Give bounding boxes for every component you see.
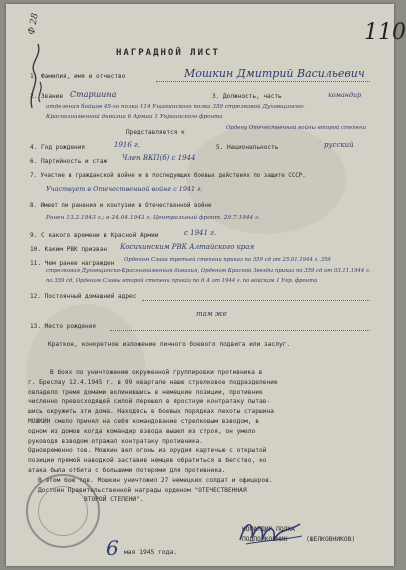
commander-name: (ШЕЛКОВНИКОВ) — [306, 536, 356, 543]
field-value-birthplace: там же — [196, 310, 227, 318]
field-value-birth-year: 1916 г. — [114, 141, 140, 149]
awards-continuation: по 359 сд, Орденом Славы второй степени приказ по 6 А от 1944 г. по войскам 1 Укр. фронта — [46, 278, 318, 284]
narrative-line: ВТОРОЙ СТЕПЕНИ". — [84, 496, 144, 504]
field-label-name: 1. Фамилия, имя и отчество — [30, 73, 126, 80]
field-label-address: 12. Постоянный домашний адрес — [30, 293, 137, 300]
commander-title: КОМАНДИР ПОЛКА — [242, 526, 296, 533]
field-value-draft-office: Косихинским РВК Алтайского края — [120, 243, 255, 251]
narrative-line: одном из домов когда командир взвода вышел из строя, он умело — [28, 427, 256, 435]
awards-continuation: стрелковая Духовщинско-Краснознаменная дивизия, Орденом Красной Звезды приказ по 359 сд от 03.11.1944 г. — [46, 268, 371, 274]
document-title: НАГРАДНОЙ ЛИСТ — [116, 48, 220, 58]
narrative-line: Достоин Правительственной награды орденом "ОТЕЧЕСТВЕННАЯ — [38, 486, 247, 494]
signature-icon — [236, 510, 306, 550]
field-label-army-since: 9. С какого времени в Красной Армии — [30, 232, 159, 239]
narrative-line: руководя взводом отражал контратаку противника. — [28, 437, 204, 445]
field-label-party: 6. Партийность и стаж — [30, 158, 108, 165]
field-value-position: командир — [328, 91, 362, 99]
field-label-position: 3. Должность, часть — [212, 93, 282, 100]
field-label-presented: Представляется к — [126, 129, 185, 136]
sheet-number: 110 — [364, 20, 406, 45]
narrative-line: Одновременно тов. Мошкин вел огонь из орудия картечью с открытой — [28, 447, 267, 455]
field-label-nationality: 5. Национальность — [216, 144, 279, 151]
field-label-awards: 11. Чем ранее награжден — [30, 260, 115, 267]
position-continuation: отделения бойцов 45-го полка 114 Ушакинского полка 359 стрелковой Духовщинско- — [46, 104, 305, 110]
narrative-line: В боях по уничтожению окруженной группировки противника в — [50, 369, 263, 376]
field-value-nationality: русский — [324, 141, 354, 149]
narrative-line: позиции прямой наводкой заставив немцев обратиться в бегство, ко — [28, 457, 267, 465]
narrative-line: атака была отбита с большими потерями для противника. — [28, 466, 226, 474]
position-continuation: Краснознаменной дивизии 6 Армии 1 Украинского фронта — [46, 114, 223, 120]
field-label-draft-office: 10. Каким РВК призван — [30, 246, 108, 253]
commander-rank: ПОДПОЛКОВНИК — [242, 536, 288, 543]
field-value-presented: Ордену Отечественной войны второй степени — [226, 125, 367, 131]
field-label-civil-war: 7. Участие в гражданской войне и в последующих боевых действиях по защите СССР. — [30, 173, 306, 179]
field-value-rank: Старшина — [70, 90, 117, 99]
narrative-line: г. Бреслау 12.4.1945 г. в 99 квартале наше стрелковое подразделение — [28, 378, 278, 386]
award-sheet — [6, 4, 406, 566]
narrative-line: В этом бою тов. Мошкин уничтожил 27 немецких солдат и офицеров. — [38, 476, 273, 484]
field-label-birth-year: 4. Год рождения — [30, 144, 86, 151]
date-day: 6 — [106, 536, 119, 560]
date-text: мая 1945 года. — [124, 549, 178, 556]
field-value-awards: Орденом Слава третьей степени приказ по 359 сд от 25.01.1944 г. 359 — [124, 257, 331, 263]
narrative-line: МОШКИН смело принял на себя командование стрелковым взводом, в — [28, 417, 259, 425]
field-value-party: Член ВКП(б) с 1944 — [122, 154, 196, 162]
field-label-wounds: 8. Имеет ли ранения и контузии в Отечественной войне — [30, 203, 212, 209]
official-seal-icon — [26, 474, 100, 548]
narrative-line: овладело тремя домами вклинившись в немецкие позиции, противник — [28, 388, 263, 396]
field-value-army-since: с 1941 г. — [184, 229, 216, 237]
field-value-name: Мошкин Дмитрий Васильевич — [184, 67, 365, 80]
narrative-line: численно превосходящей силой перешел в яростную контратаку пытав- — [28, 398, 271, 406]
margin-note: Ф 28 — [27, 12, 41, 36]
field-value-wounds: Ранен 13.2.1943 г.; в 24.04.1943 г. Центральный фронт. 29.7.1944 г. — [46, 215, 260, 221]
narrative-line: шись окружить эти дома. Находясь в боевых порядках пехоты старшина — [28, 408, 274, 416]
field-value-civil-war: Участвует в Отечественной войне с 1941 г. — [46, 185, 203, 193]
field-label-rank: 2. Звание — [30, 93, 64, 100]
summary-heading: Краткое, конкретное изложение личного боевого подвига или заслуг. — [48, 341, 291, 348]
field-label-birthplace: 13. Место рождения — [30, 323, 97, 330]
